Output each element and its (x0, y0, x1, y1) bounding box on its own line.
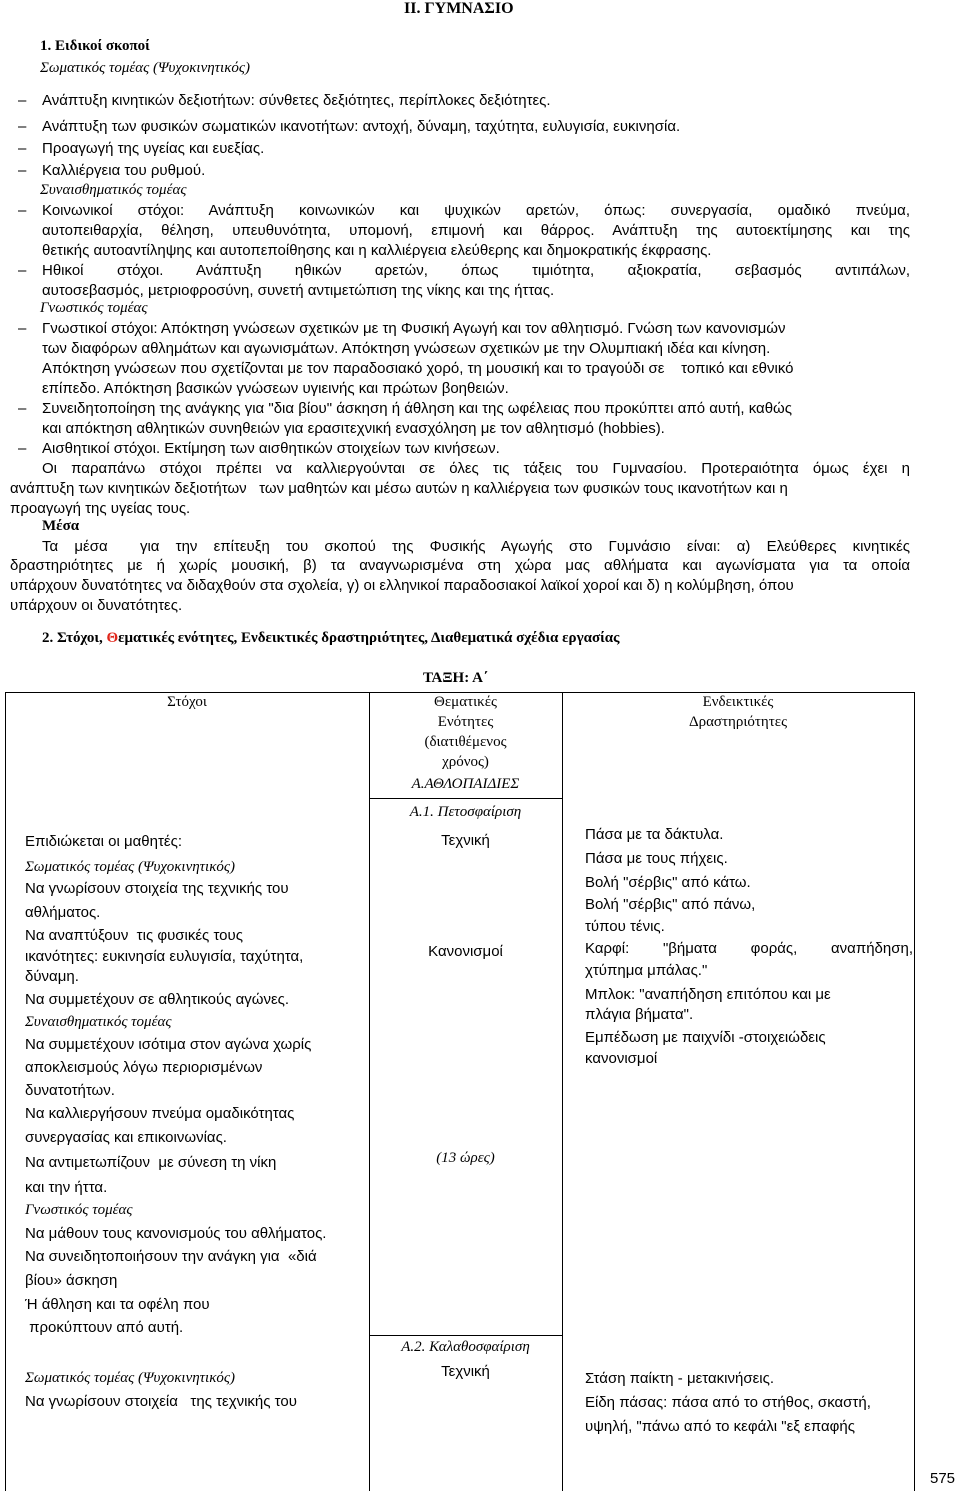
goal-line: δυνατοτήτων. (25, 1082, 115, 1099)
activity-line: κανονισμοί (585, 1050, 658, 1067)
goal-line: αθλήματος. (25, 904, 101, 921)
goal-line: Να συμμετέχουν ισότιμα στον αγώνα χωρίς (25, 1036, 312, 1053)
activity-line: πλάγια βήματα". (585, 1006, 694, 1023)
dash-bullet: – (18, 320, 27, 337)
paragraph-line: Τα μέσα για την επίτευξη του σκοπού της Φυσικής Αγωγής στο Γυμνάσιο είναι: α) Ελεύθερες κινητικές (42, 538, 910, 555)
unit-topic: Κανονισμοί (428, 943, 503, 960)
activity-line: Πάσα με τα δάκτυλα. (585, 826, 724, 843)
column-header-goals: Στόχοι (167, 694, 207, 710)
activity-line: Βολή "σέρβις" από κάτω. (585, 874, 751, 891)
table-column-divider (562, 692, 563, 1491)
table-border-left (5, 692, 6, 1491)
goal-line: Να μάθουν τους κανονισμούς του αθλήματος. (25, 1225, 327, 1242)
goal-line: συνεργασίας και επικοινωνίας. (25, 1129, 227, 1146)
list-item: Ανάπτυξη κινητικών δεξιοτήτων: σύνθετες δεξιότητες, περίπλοκες δεξιότητες. (42, 92, 551, 109)
goal-category: Γνωστικός τομέας (25, 1202, 133, 1218)
table-rule (369, 798, 562, 799)
paragraph-line: αυτοσεβασμός, μετριοφροσύνη, συνετή αντιμετώπιση της νίκης και της ήττας. (42, 282, 555, 299)
goal-line: Να αναπτύξουν τις φυσικές τους (25, 927, 243, 944)
goal-line: και την ήττα. (25, 1179, 108, 1196)
unit-section-title: Α.ΑΘΛΟΠΑΙΔΙΕΣ (411, 776, 520, 792)
goal-line: Να γνωρίσουν στοιχεία της τεχνικής του (25, 880, 289, 897)
goal-line: Να συμμετέχουν σε αθλητικούς αγώνες. (25, 991, 290, 1008)
dash-bullet: – (18, 440, 27, 457)
dash-bullet: – (18, 92, 27, 109)
activity-line: υψηλή, "πάνω από το κεφάλι "εξ επαφής (585, 1418, 855, 1435)
unit-time: (13 ώρες) (436, 1150, 495, 1166)
goal-line: Να καλλιεργήσουν πνεύμα ομαδικότητας (25, 1105, 295, 1122)
goal-line: Ή άθληση και τα οφέλη που (25, 1296, 210, 1313)
goal-category: Συναισθηματικός τομέας (25, 1014, 172, 1030)
goal-line: Επιδιώκεται οι μαθητές: (25, 833, 183, 850)
subsection-label: Σωματικός τομέας (Ψυχοκινητικός) (40, 60, 250, 76)
paragraph-line: θετικής αυτοαντίληψης και αυτοπεποίθησης και η καλλιέργεια ελεύθερης και δημοκρατικής έκφρασης. (42, 242, 712, 259)
goal-line: Να αντιμετωπίζουν με σύνεση τη νίκη (25, 1154, 277, 1171)
column-header-units: (διατιθέμενος (424, 734, 507, 750)
section2-part: Στόχοι, (57, 630, 107, 646)
activity-line: Είδη πάσας: πάσα από το στήθος, σκαστή, (585, 1394, 871, 1411)
subsection-label: Συναισθηματικός τομέας (40, 182, 187, 198)
subsection-label: Γνωστικός τομέας (40, 300, 148, 316)
paragraph-line: ανάπτυξη των κινητικών δεξιοτήτων των μαθητών και μέσω αυτών η καλλιέργεια των φυσικών τους ικανοτήτων και η (10, 480, 788, 497)
paragraph-line: δραστηριότητες με ή χωρίς μουσική, β) τα αναγνωρισμένα στη χώρα μας αθλήματα και αγωνίσματα για τα οποία (10, 557, 910, 574)
unit-topic: Τεχνική (441, 832, 490, 849)
column-header-activities: Δραστηριότητες (688, 714, 788, 730)
section2-red-letter: Θ (106, 630, 119, 646)
goal-line: αποκλεισμούς λόγω περιορισμένων (25, 1059, 263, 1076)
dash-bullet: – (18, 140, 27, 157)
activity-line: Καρφί: "βήματα φοράς, αναπήδηση, (585, 940, 913, 957)
dash-bullet: – (18, 162, 27, 179)
paragraph-line: αυτοπειθαρχία, θέληση, υπευθυνότητα, υπομονή, επιμονή και θάρρος. Ανάπτυξη της αυτοεκτίμησης και της (42, 222, 910, 239)
paragraph-line: Γνωστικοί στόχοι: Απόκτηση γνώσεων σχετικών με τη Φυσική Αγωγή και τον αθλητισμό. Γνώση των κανονισμών (42, 320, 786, 337)
document-heading: ΙΙ. ΓΥΜΝΑΣΙΟ (404, 0, 514, 17)
paragraph-line: Οι παραπάνω στόχοι πρέπει να καλλιεργούνται σε όλες τις τάξεις του Γυμνασίου. Προτεραιότητα όμως έχει η (42, 460, 910, 477)
list-item: Αισθητικοί στόχοι. Εκτίμηση των αισθητικών στοιχείων των κινήσεων. (42, 440, 500, 457)
dash-bullet: – (18, 118, 27, 135)
section2-number: 2. (42, 630, 57, 646)
goal-line: προκύπτουν από αυτή. (25, 1319, 184, 1336)
table-border-right (914, 692, 915, 1491)
dash-bullet: – (18, 400, 27, 417)
list-item: Καλλιέργεια του ρυθμού. (42, 162, 206, 179)
page-number: 575 (930, 1470, 956, 1487)
paragraph-line: προαγωγή της υγείας τους. (10, 500, 191, 517)
unit-title: Α.2. Καλαθοσφαίριση (401, 1339, 530, 1355)
column-header-activities: Ενδεικτικές (702, 694, 774, 710)
column-header-units: Θεματικές (434, 694, 497, 710)
paragraph-line: και απόκτηση αθλητικών συνηθειών για ερασιτεχνική ενασχόληση με τον αθλητισμό (hobbies). (42, 420, 665, 437)
unit-title: Α.1. Πετοσφαίριση (409, 804, 522, 820)
column-header-units: Ενότητες (437, 714, 494, 730)
table-rule (369, 1335, 562, 1336)
paragraph-line: υπάρχουν οι δυνατότητες. (10, 597, 183, 614)
section2-title (42, 630, 619, 647)
activity-line: Εμπέδωση με παιχνίδι -στοιχειώδεις (585, 1029, 826, 1046)
column-header-units: χρόνος) (442, 754, 489, 770)
goal-line: ικανότητες: ευκινησία ευλυγισία, ταχύτητα, (25, 948, 304, 965)
activity-line: Πάσα με τους πήχεις. (585, 850, 728, 867)
class-title: ΤΑΞΗ: Α΄ (423, 670, 488, 686)
mesa-title: Μέσα (42, 518, 80, 534)
unit-topic: Τεχνική (441, 1363, 490, 1380)
paragraph-line: των διαφόρων αθλημάτων και αγωνισμάτων. Απόκτηση γνώσεων σχετικών με την Ολυμπιακή ιδέα και κίνηση. (42, 340, 771, 357)
table-border-top (5, 692, 915, 693)
paragraph-line: Κοινωνικοί στόχοι: Ανάπτυξη κοινωνικών και ψυχικών αρετών, όπως: συνεργασία, ομαδικό πνεύμα, (42, 202, 910, 219)
paragraph-line: Απόκτηση γνώσεων που σχετίζονται με τον παραδοσιακό χορό, τη μουσική και το τραγούδι σε τοπικό και εθνικό (42, 360, 794, 377)
activity-line: Στάση παίκτη - μετακινήσεις. (585, 1370, 775, 1387)
list-item: Ανάπτυξη των φυσικών σωματικών ικανοτήτων: αντοχή, δύναμη, ταχύτητα, ευλυγισία, ευκινησία. (42, 118, 681, 135)
section2-part: εματικές ενότητες, Ενδεικτικές δραστηριότητες, Διαθεματικά σχέδια εργασίας (118, 630, 620, 646)
dash-bullet: – (18, 262, 27, 279)
list-item: Προαγωγή της υγείας και ευεξίας. (42, 140, 265, 157)
goal-line: δύναμη. (25, 968, 79, 985)
dash-bullet: – (18, 202, 27, 219)
activity-line: Μπλοκ: "αναπήδηση επιτόπου και με (585, 986, 831, 1003)
paragraph-line: Συνειδητοποίηση της ανάγκης για "δια βίου" άσκηση ή άθληση και της ωφέλειας που προκύπτει από αυτή, καθώς (42, 400, 792, 417)
paragraph-line: επίπεδο. Απόκτηση βασικών γνώσεων υγιεινής και πρώτων βοηθειών. (42, 380, 509, 397)
goal-line: Να γνωρίσουν στοιχεία της τεχνικής του (25, 1393, 297, 1410)
goal-line: Να συνειδητοποιήσουν την ανάγκη για «διά (25, 1248, 317, 1265)
paragraph-line: Ηθικοί στόχοι. Ανάπτυξη ηθικών αρετών, όπως τιμιότητα, αξιοκρατία, σεβασμός αντιπάλων, (42, 262, 910, 279)
goal-category: Σωματικός τομέας (Ψυχοκινητικός) (25, 1370, 235, 1386)
activity-line: Βολή "σέρβις" από πάνω, (585, 896, 756, 913)
goal-line: βίου» άσκηση (25, 1272, 118, 1289)
activity-line: χτύπημα μπάλας." (585, 962, 708, 979)
goal-category: Σωματικός τομέας (Ψυχοκινητικός) (25, 859, 235, 875)
activity-line: τύπου τένις. (585, 918, 665, 935)
section-title: 1. Ειδικοί σκοποί (40, 38, 150, 54)
paragraph-line: υπάρχουν δυνατότητες να διδαχθούν στα σχολεία, γ) οι ελληνικοί παραδοσιακοί λαϊκοί χοροί και δ) η κολύμβηση, όπου (10, 577, 794, 594)
